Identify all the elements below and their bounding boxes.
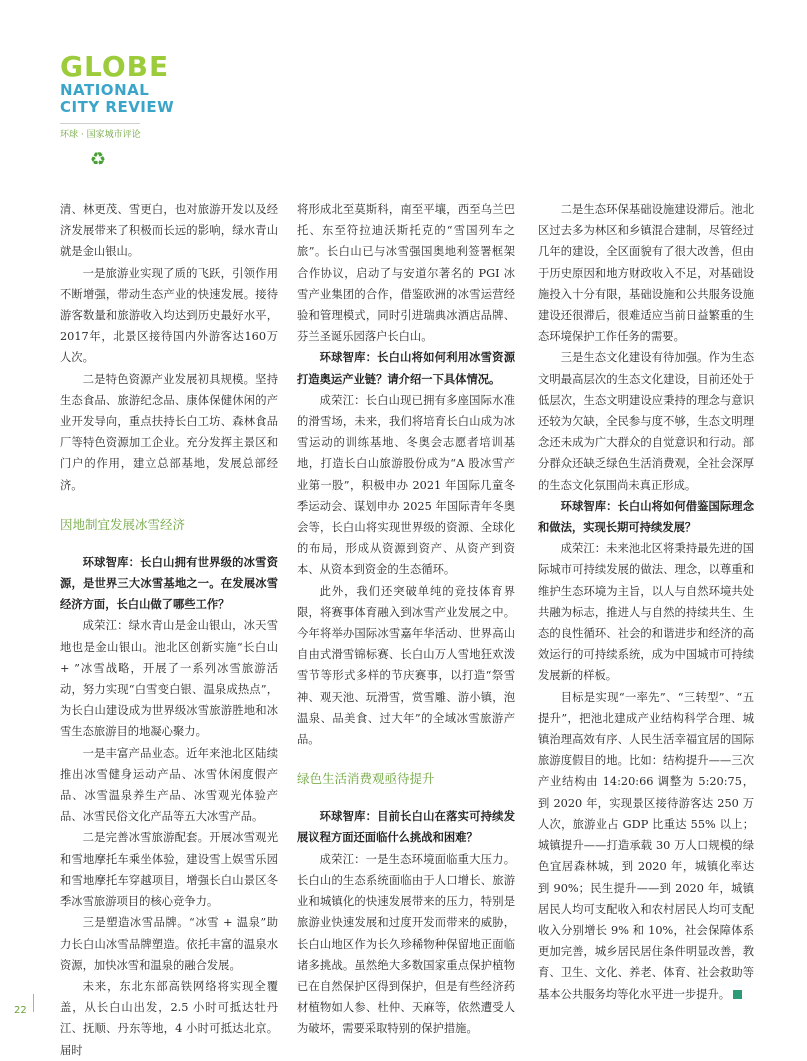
section-heading: 因地制宜发展冰雪经济 (60, 516, 186, 532)
masthead-subtitle: 环球 · 国家城市评论 (60, 130, 141, 140)
paragraph: 三是生态文化建设有待加强。作为生态文明最高层次的生态文化建设，目前还处于低层次，生态文明建设应秉持的理念与意识还较为欠缺，全民参与度不够，生态文明理念还未成为广大群众的自觉意识和行动。部分群众还缺乏绿色生活消费观，全社会深厚的生态文化氛围尚未真正形成。 (538, 351, 754, 492)
answer: 成荣江：绿水青山是金山银山，冰天雪地也是金山银山。池北区创新实施“长白山 + ”冰雪战略，开展了一系列冰雪旅游活动，努力实现“白雪变白银、温泉成热点”，为长白山建设成为世界级冰雪旅游胜地和冰雪生态旅游目的地凝心聚力。 (60, 619, 278, 739)
end-mark-icon (733, 990, 742, 999)
paragraph-final (538, 687, 754, 1005)
logo-national: NATIONAL (60, 81, 150, 99)
paragraph: 此外，我们还突破单纯的竞技体育界限，将赛事体育融入到冰雪产业发展之中。今年将举办国际冰雪嘉年华活动、世界高山自由式滑雪锦标赛、长白山万人雪地狂欢泼雪节等形式多样的节庆赛事，以打造“祭雪神、观天池、玩滑雪，赏雪雕、游小镇，泡温泉、品美食、过大年”的全域冰雪旅游产品。 (297, 584, 515, 747)
question: 环球智库：长白山拥有世界级的冰雪资源，是世界三大冰雪基地之一。在发展冰雪经济方面，长白山做了哪些工作？ (60, 554, 278, 612)
column-1 (60, 199, 278, 1061)
answer: 成荣江：一是生态环境面临重大压力。长白山的生态系统面临由于人口增长、旅游业和城镇化的快速发展带来的压力，特别是旅游业快速发展和过度开发而带来的威胁，长白山地区作为长久珍稀物种保留地正面临诸多挑战。虽然绝大多数国家重点保护植物已在自然保护区得到保护，但是有些经济药材植物如人参、杜仲、天麻等，依然遭受人为破坏，需要采取特别的保护措施。 (297, 852, 515, 1036)
column-3 (538, 199, 754, 1005)
masthead (60, 52, 260, 141)
recycle-icon: ♻ (89, 149, 107, 170)
answer: 成荣江：长白山现已拥有多座国际水准的滑雪场，未来，我们将培育长白山成为冰雪运动的训练基地、冬奥会志愿者培训基地，打造长白山旅游股份成为“A 股冰雪产业第一股”，积极申办 2021 年国际几童冬季运动会、谋划申办 2025 年国际青年冬奥会等，长白山将实现世界级的资源、全球化的布局，形成从资源到资产、从资产到资本、从资本到资金的生态循环。 (297, 393, 515, 577)
paragraph: 将形成北至莫斯科，南至平壤，西至乌兰巴托、东至符拉迪沃斯托克的“雪国列车之旅”。长白山已与冰雪强国奥地利签署框架合作协议，启动了与安道尔著名的 PGI 冰雪产业集团的合作，借鉴欧洲的冰雪运营经验和管理模式，同时引进瑞典冰酒店品牌、芬兰圣诞乐园落户长白山。 (297, 203, 515, 344)
paragraph: 三是塑造冰雪品牌。“冰雪 + 温泉”助力长白山冰雪品牌塑造。依托丰富的温泉水资源，加快冰雪和温泉的融合发展。 (60, 916, 278, 972)
column-2 (297, 199, 515, 1040)
question: 环球智库：长白山将如何利用冰雪资源打造奥运产业链？请介绍一下具体情况。 (297, 350, 515, 386)
page-number-rule (33, 994, 34, 1012)
paragraph-text: 目标是实现“一率先”、“三转型”、“五提升”，把池北建成产业结构科学合理、城镇治理高效有序、人民生活幸福宜居的国际旅游度假目的地。比如：结构提升——三次产业结构由 14:20:66 调整为 5:20:75，到 2020 年，实现景区接待游客达 250 万人次，旅游业占 GDP 比重达 55% 以上；城镇提升——打造承载 30 万人口规模的绿色宜居森林城，到 2020 年，城镇化率达到 90%；民生提升——到 2020 年，城镇居民人均可支配收入和农村居民人均可支配收入分别增长 9% 和 10%，社会保障体系更加完善，城乡居民居住条件明显改善，教育、卫生、文化、养老、体育、社会救助等基本公共服务均等化水平进一步提升。 (538, 690, 754, 1001)
logo-globe: GLOBE (60, 50, 170, 83)
question: 环球智库：目前长白山在落实可持续发展议程方面还面临什么挑战和困难？ (297, 809, 515, 845)
paragraph: 二是特色资源产业发展初具规模。坚持生态食品、旅游纪念品、康体保健休闲的产业开发导向，重点扶持长白工坊、森林食品厂等特色资源加工企业。充分发挥主景区和门户的作用，建立总部基地，发展总部经济。 (60, 372, 278, 492)
paragraph: 一是旅游业实现了质的飞跃，引领作用不断增强，带动生态产业的快速发展。接待游客数量和旅游收入均达到历史最好水平，2017年，北景区接待国内外游客达160万人次。 (60, 266, 278, 365)
paragraph: 一是丰富产品业态。近年来池北区陆续推出冰雪健身运动产品、冰雪休闲度假产品、冰雪温泉养生产品、冰雪观光体验产品、冰雪民俗文化产品等五大冰雪产品。 (60, 746, 278, 824)
paragraph: 清、林更茂、雪更白，也对旅游开发以及经济发展带来了积极而长远的影响，绿水青山就是金山银山。 (60, 203, 278, 259)
paragraph: 二是完善冰雪旅游配套。开展冰雪观光和雪地摩托车乘坐体验，建设雪上娱雪乐园和雪地摩托车穿越项目，增强长白山景区冬季冰雪旅游项目的核心竞争力。 (60, 831, 278, 909)
question: 环球智库：长白山将如何借鉴国际理念和做法，实现长期可持续发展？ (538, 498, 754, 535)
logo-city-review: CITY REVIEW (60, 98, 175, 116)
answer: 成荣江：未来池北区将秉持最先进的国际城市可持续发展的做法、理念，以尊重和维护生态环境为主旨，以人与自然环境共处共融为标志，推进人与自然的持续共生、生态的良性循环、社会的和谐进步和经济的高效运行的可持续系统，成为中国城市可持续发展新的样板。 (538, 542, 754, 683)
paragraph: 未来，东北东部高铁网络将实现全覆盖，从长白山出发，2.5 小时可抵达牡丹江、抚顺、丹东等地，4 小时可抵达北京。届时 (60, 979, 278, 1057)
section-heading: 绿色生活消费观亟待提升 (297, 771, 435, 787)
logo-divider (60, 123, 140, 124)
paragraph: 二是生态环保基础设施建设滞后。池北区过去多为林区和乡镇混合建制，尽管经过几年的建设，全区面貌有了很大改善，但由于历史原因和地方财政收入不足，对基础设施投入十分有限，基础设施和公共服务设施建设还很滞后，很难适应当前日益繁重的生态环境保护工作任务的需要。 (538, 203, 754, 344)
page-number: 22 (14, 1005, 27, 1016)
